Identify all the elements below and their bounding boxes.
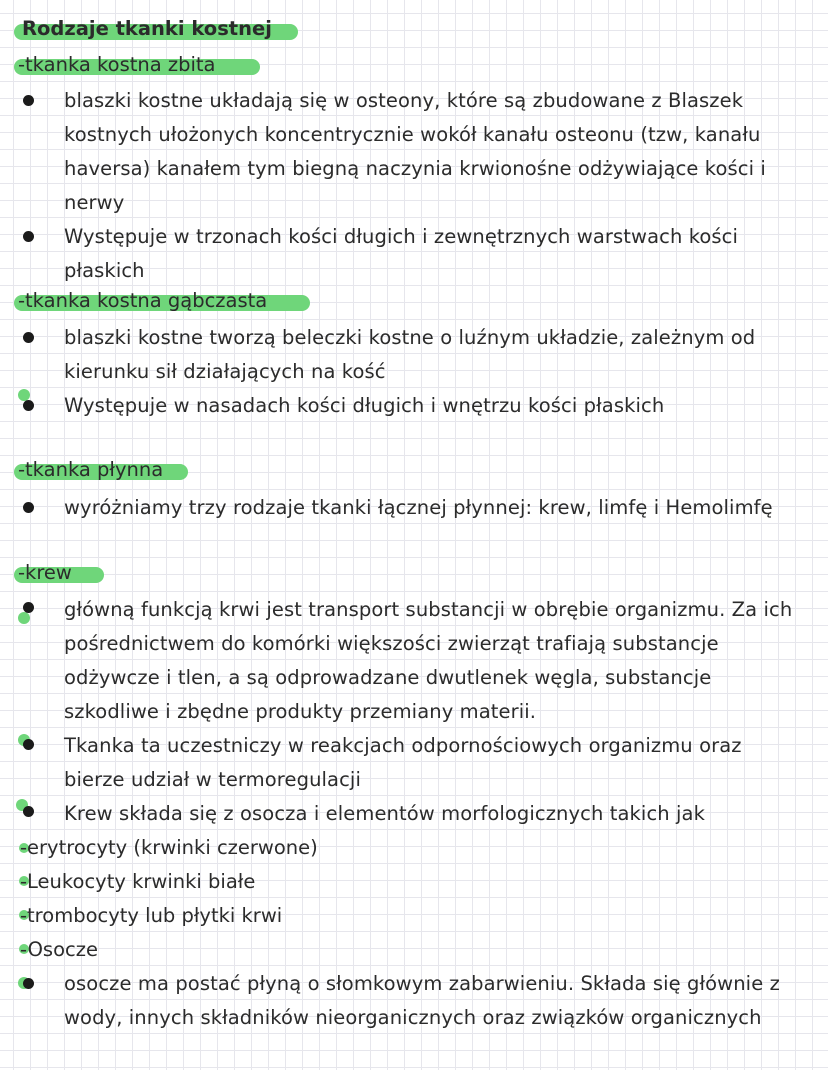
bullet-text-zbita-2: Występuje w trzonach kości długich i zewnętrznych warstwach kości płaskich <box>64 225 739 282</box>
bullet-dot <box>23 806 34 817</box>
bullet-dot <box>23 400 34 411</box>
page-title: Rodzaje tkanki kostnej <box>22 17 272 40</box>
bullet-text-plynna-1: wyróżniamy trzy rodzaje tkanki łącznej płynnej: krew, limfę i Hemolimfę <box>64 496 773 519</box>
bullet-dot <box>23 502 34 513</box>
bullet-text-krew-1: główną funkcją krwi jest transport substancji w obrębie organizmu. Za ich pośrednictwem do komórki większości zwierząt trafiają substancje odżywcze i tlen, a są odprowadzane dwutlenek węgla, substancje szkodliwe i zbędne produkty przemiany materii. <box>64 598 793 723</box>
heading-tkanka-kostna-gabczasta: -tkanka kostna gąbczasta <box>18 289 268 312</box>
heading-krew: -krew <box>18 561 72 584</box>
bullet-dot <box>23 978 34 989</box>
bullet-text-osocze: osocze ma postać płyną o słomkowym zabarwieniu. Składa się głównie z wody, innych składników nieorganicznych oraz związków organicznych <box>64 972 780 1029</box>
element-trombocyty: -trombocyty lub płytki krwi <box>20 904 283 927</box>
bullet-dot <box>23 231 34 242</box>
bullet-dot <box>23 602 34 613</box>
bullet-dot <box>23 332 34 343</box>
bullet-dot <box>23 95 34 106</box>
heading-tkanka-plynna: -tkanka płynna <box>18 458 164 481</box>
green-dot-marker <box>18 612 30 624</box>
bullet-text-gabczasta-2: Występuje w nasadach kości długich i wnętrzu kości płaskich <box>64 394 665 417</box>
bullet-dot <box>23 739 34 750</box>
bullet-text-zbita-1: blaszki kostne układają się w osteony, które są zbudowane z Blaszek kostnych ułożonych koncentrycznie wokół kanału osteonu (tzw, kanału haversa) kanałem tym biegną naczynia krwionośne odżywiające kości i nerwy <box>64 89 766 214</box>
bullet-text-krew-2: Tkanka ta uczestniczy w reakcjach odpornościowych organizmu oraz bierze udział w termoregulacji <box>64 734 742 791</box>
element-leukocyty: -Leukocyty krwinki białe <box>20 870 256 893</box>
bullet-text-krew-3: Krew składa się z osocza i elementów morfologicznych takich jak <box>64 802 705 825</box>
heading-tkanka-kostna-zbita: -tkanka kostna zbita <box>18 53 216 76</box>
bullet-text-gabczasta-1: blaszki kostne tworzą beleczki kostne o luźnym układzie, zależnym od kierunku sił działających na kość <box>64 326 756 383</box>
element-osocze: -Osocze <box>20 938 98 961</box>
element-erytrocyty: -erytrocyty (krwinki czerwone) <box>20 836 318 859</box>
